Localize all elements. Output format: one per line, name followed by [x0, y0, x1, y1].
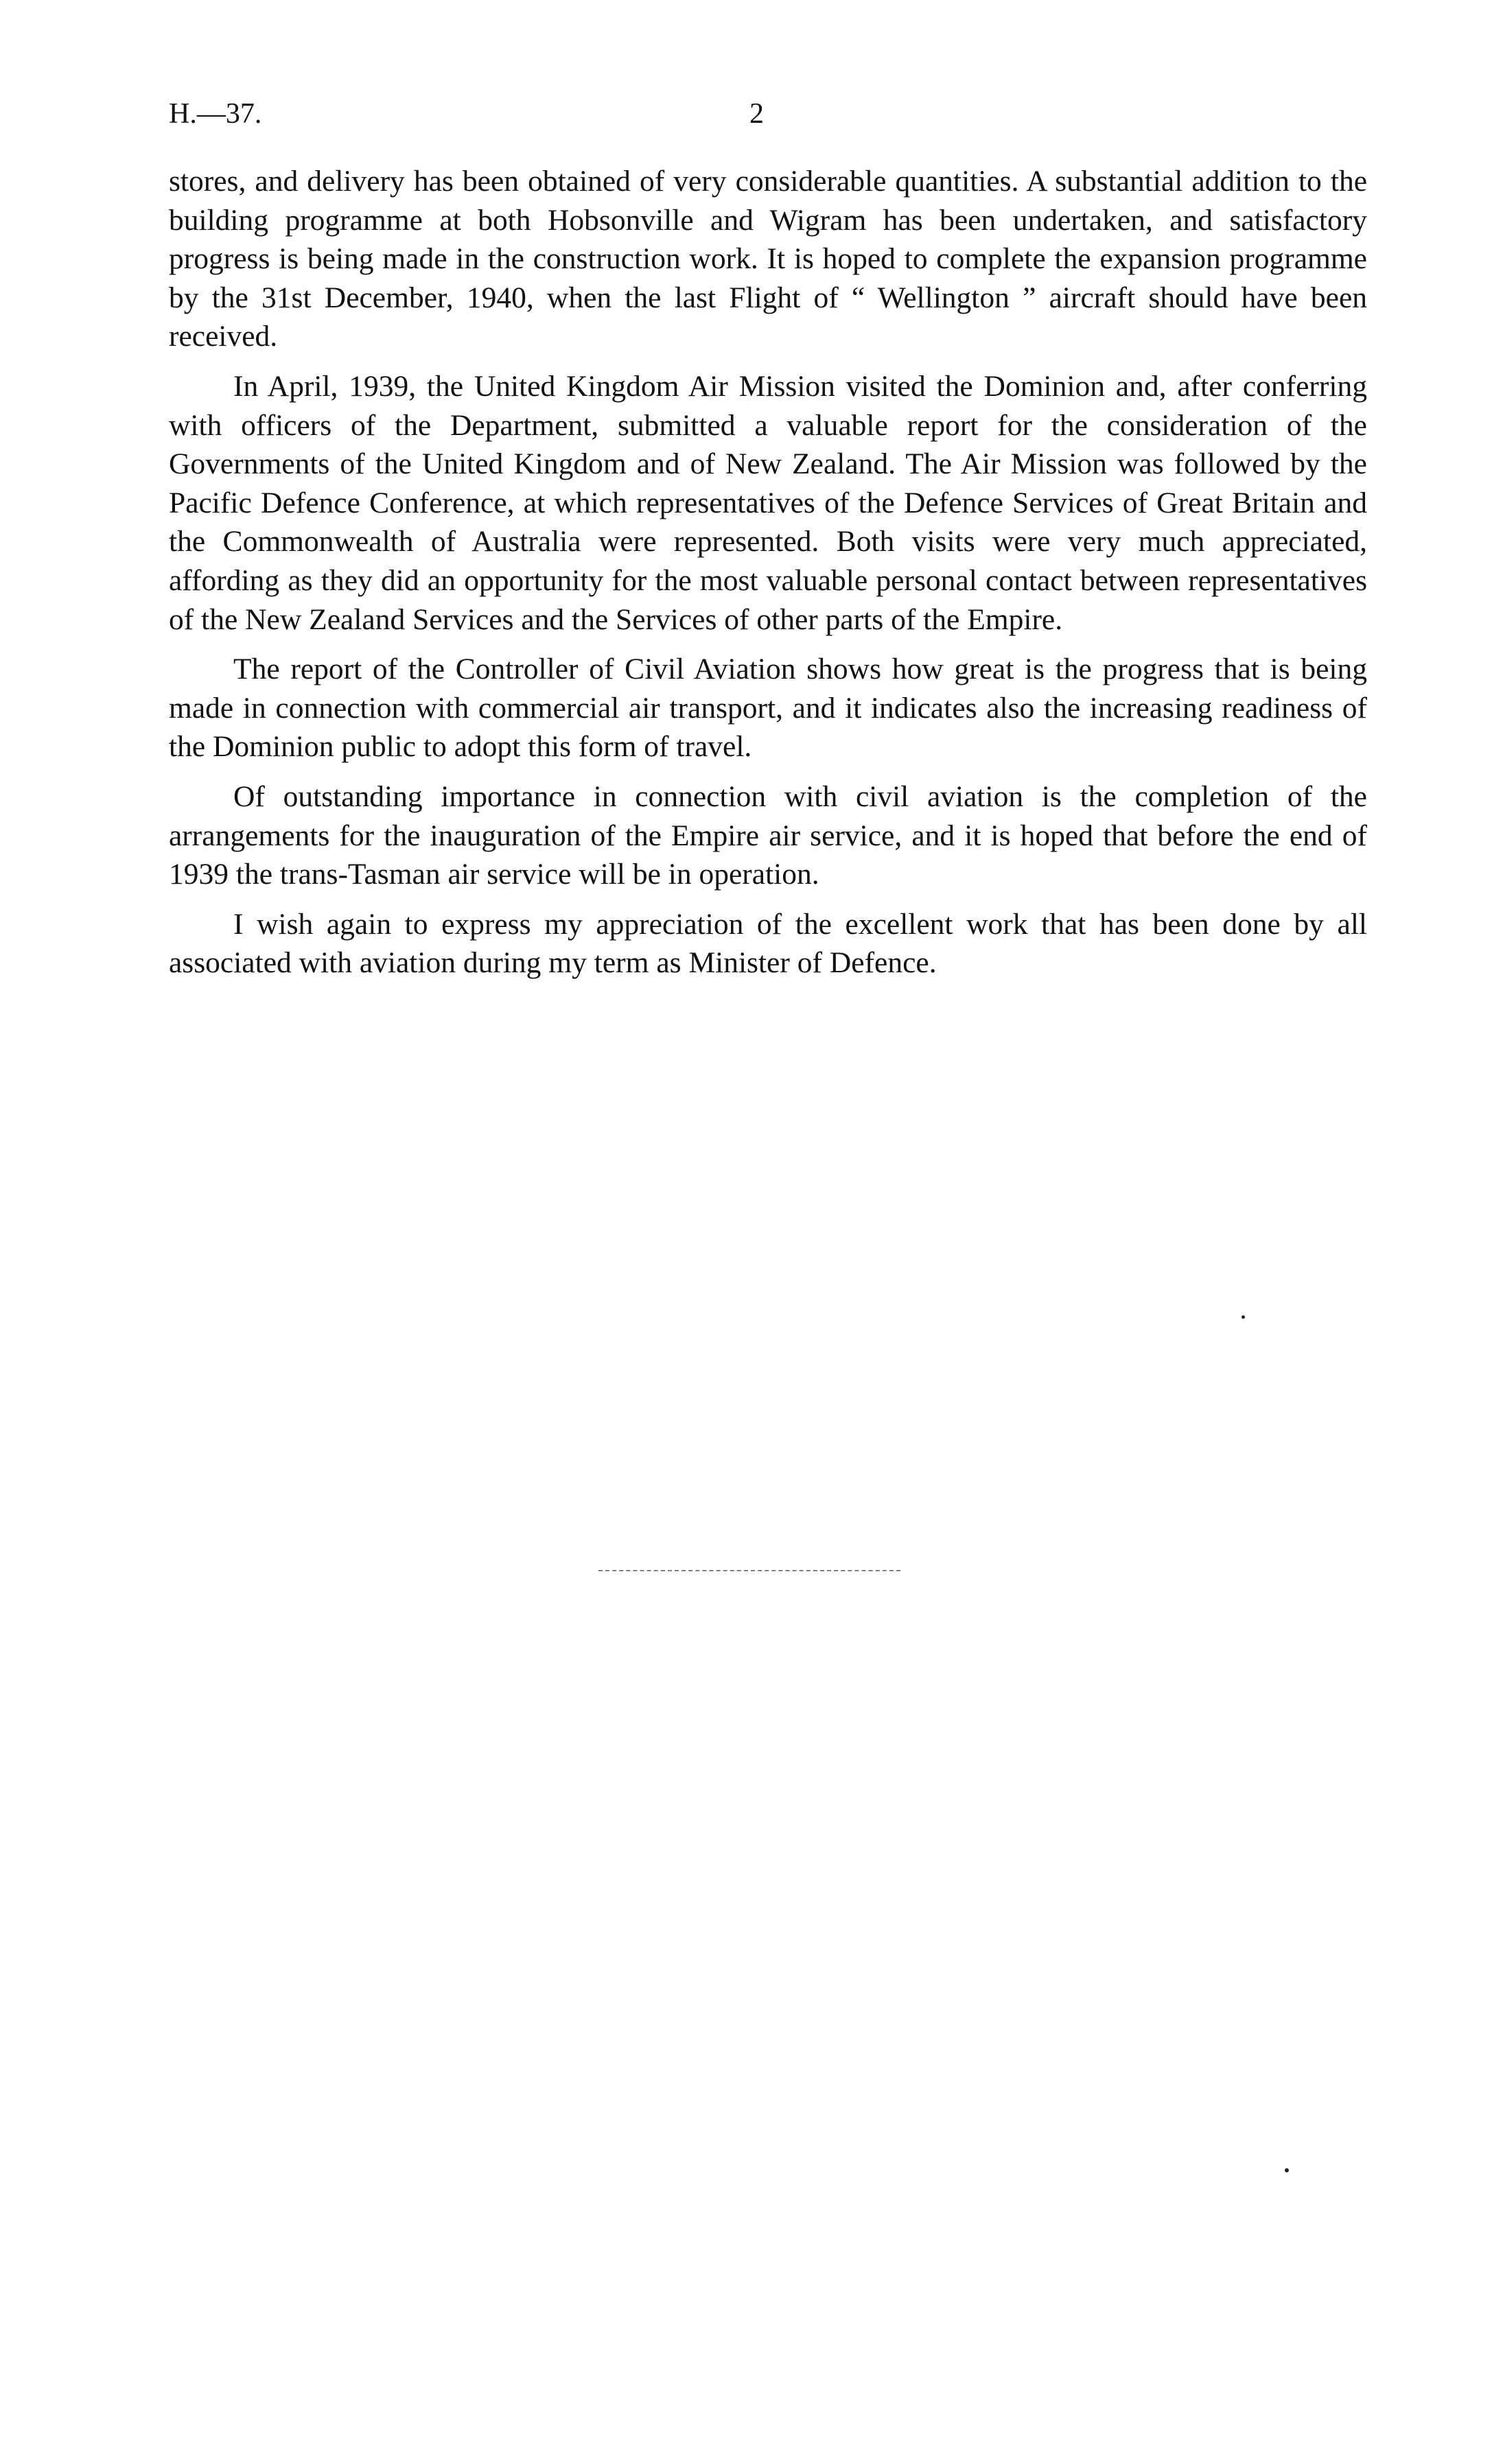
paragraph-empire-air-service: Of outstanding importance in connection with civil aviation is the completion of the arrangements for the inauguration of the Empire air service, and it is hoped that before the end of 1939 the trans-Tasman air service will be in operation. — [169, 779, 1367, 891]
paragraph-closing: I wish again to express my appreciation of the excellent work that has been done by all associated with aviation during my term as Minister of Defence. — [169, 907, 1367, 980]
paragraph-air-mission: In April, 1939, the United Kingdom Air Mission visited the Dominion and, after conferring with officers of the Department, submitted a valuable report for the consideration of the Governments of the United Kingdom and of New Zealand. The Air Mission was followed by the Pacific Defence Conference, at which representatives of the Defence Services of Great Britain and the Commonwealth of Australia were represented. Both visits were very much appreciated, affording as they did an opportunity for the most valuable personal contact between representatives of the New Zealand Services and the Services of other parts of the Empire. — [169, 369, 1367, 636]
document-reference: H.—37. — [169, 98, 262, 130]
print-speck — [1242, 1315, 1245, 1319]
paragraph-civil-aviation-report: The report of the Controller of Civil Aviation shows how great is the progress that is being made in connection with commercial air transport, and it indicates also the increasing readiness of the Dominion public to adopt this form of travel. — [169, 653, 1367, 764]
paragraph-continued: stores, and delivery has been obtained of very considerable quantities. A substantial addition to the building programme at both Hobsonville and Wigram has been undertaken, and satisfactory progress is being made in the construction work. It is hoped to complete the expansion programme by the 31st December, 1940, when the last Flight of “ Wellington ” aircraft should have been received. — [169, 165, 1367, 353]
end-rule-divider — [598, 1570, 900, 1571]
page-header — [169, 93, 1367, 134]
body-text — [169, 162, 1367, 994]
print-speck — [1285, 2168, 1289, 2172]
page-number: 2 — [749, 98, 764, 130]
